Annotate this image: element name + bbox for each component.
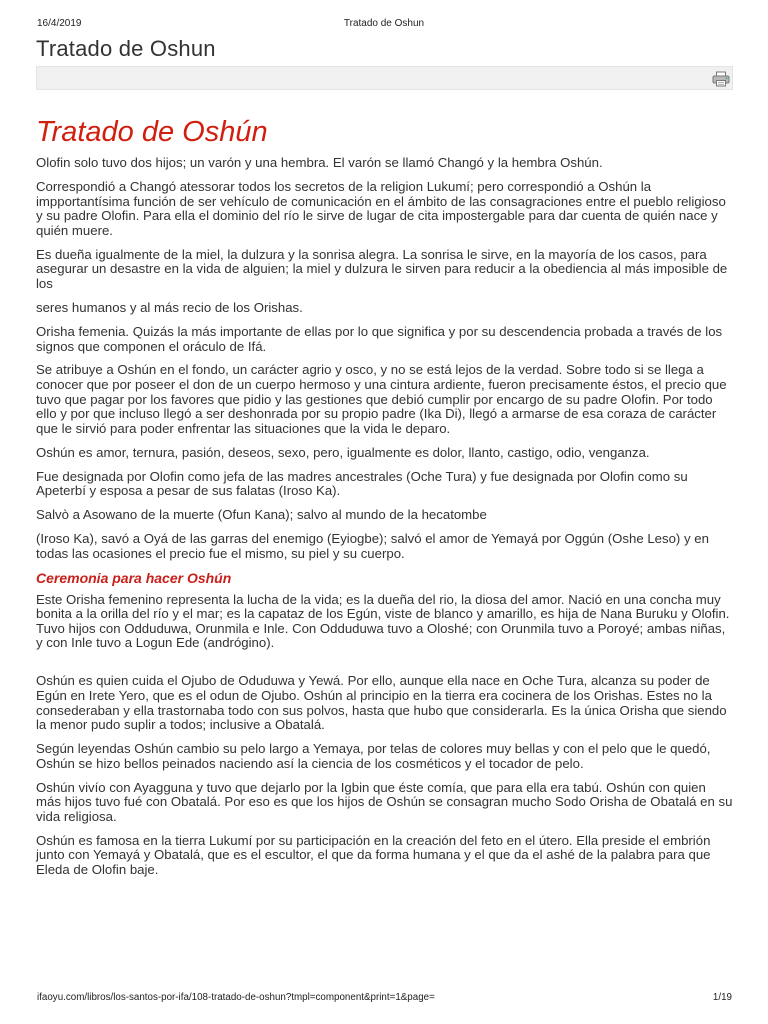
- page-number: 1/19: [712, 992, 732, 1003]
- paragraph: Este Orisha femenino representa la lucha de la vida; es la dueña del rio, la diosa del amor. Nació en una concha muy bonita a la orilla del río y el mar; es la capataz de los Egún, viste de blanco y amarillo, es hija de Nana Buruku y Olofin. Tuvo hijos con Odduduwa, Orunmila e Inle. Con Odduduwa tuvo a Oloshé; con Orunmila tuvo a Poroyé; ambas niñas, y con Inle tuvo a Logun Ede (andrógino).: [36, 591, 730, 651]
- print-doc-title: Tratado de Oshun: [343, 18, 425, 29]
- paragraph: Fue designada por Olofin como jefa de las madres ancestrales (Oche Tura) y fue designada por Olofin como su Apeterbí y esposa a pesar de sus falatas (Iroso Ka).: [36, 468, 688, 499]
- spacer: [36, 660, 734, 674]
- article-title: Tratado de Oshún: [36, 116, 268, 148]
- paragraph: Olofin solo tuvo dos hijos; un varón y una hembra. El varón se llamó Changó y la hembra Oshún.: [36, 155, 603, 170]
- article-body: [36, 156, 734, 887]
- paragraph: Correspondió a Changó atessorar todos los secretos de la religion Lukumí; pero correspondió a Oshún la impportantísima función de ser vehículo de comunicación en el ámbito de las consagraciones entre el pueblo religioso y su padre Olofin. Para ella el dominio del río le sirve de lugar de cita impostergable para dar cuenta de quién nace y quién muere.: [36, 178, 726, 238]
- paragraph: Oshún vivío con Ayagguna y tuvo que dejarlo por la Igbin que éste comía, que para ella era tabú. Oshún con quien más hijos tuvo fué con Obatalá. Por eso es que los hijos de Oshún se consagran mucho Sodo Orisha de Obatalá en su vida religiosa.: [36, 779, 733, 824]
- toolbar-bar: [36, 66, 733, 90]
- paragraph: seres humanos y al más recio de los Orishas.: [36, 299, 303, 315]
- paragraph: (Iroso Ka), savó a Oyá de las garras del enemigo (Eyiogbe); salvó el amor de Yemayá por Oggún (Oshe Leso) y en todas las ocasiones el precio fue el mismo, su piel y su cuerpo.: [36, 531, 709, 561]
- paragraph: Según leyendas Oshún cambio su pelo largo a Yemaya, por telas de colores muy bellas y con el pelo que le quedó, Oshún se hizo bellos peinados naciendo así la ciencia de los cosméticos y el tocador de pelo.: [36, 741, 711, 771]
- section-heading: Ceremonia para hacer Oshún: [36, 569, 232, 586]
- paragraph: Oshún es famosa en la tierra Lukumí por su participación en la creación del feto en el útero. Ella preside el embrión junto con Yemayá y Obatalá, que es el escultor, el que da forma humana y el que da el ashé de la palabra para que Eleda de Olofin baje.: [36, 832, 711, 878]
- footer-url: ifaoyu.com/libros/los-santos-por-ifa/108-tratado-de-oshun?tmpl=component&print=1&page=: [37, 992, 435, 1003]
- paragraph: Orisha femenia. Quizás la más importante de ellas por lo que significa y por su descendencia probada a través de los signos que componen el oráculo de Ifá.: [36, 323, 723, 354]
- paragraph: Es dueña igualmente de la miel, la dulzura y la sonrisa alegra. La sonrisa le sirve, en la mayoría de los casos, para asegurar un desastre en la vida de alguien; la miel y dulzura le sirven para reducir a la obediencia al más imposible de los: [36, 246, 728, 291]
- paragraph: Oshún es amor, ternura, pasión, deseos, sexo, pero, igualmente es dolor, llanto, castigo, odio, venganza.: [36, 444, 650, 460]
- paragraph: Salvò a Asowano de la muerte (Ofun Kana); salvo al mundo de la hecatombe: [36, 507, 487, 523]
- print-date: 16/4/2019: [37, 18, 82, 29]
- paragraph: Se atribuye a Oshún en el fondo, un carácter agrio y osco, y no se está lejos de la verdad. Sobre todo si se llega a conocer que por poseer el don de un cuerpo hermoso y una cintura ardiente, fueron precisamente éstos, el precio que tuvo que pagar por los favores que pidio y las gestiones que debió cumplir por encargo de su padre Olofin. Por todo ello y por que incluso llegó a ser deshonrada por su propio padre (Ika Di), llegó a armarse de esa coraza de carácter que le sirvió para poder enfrentar las situaciones que la vida le deparo.: [36, 362, 727, 436]
- paragraph: Oshún es quien cuida el Ojubo de Oduduwa y Yewá. Por ello, aunque ella nace en Oche Tura, alcanza su poder de Egún en Irete Yero, que es el odun de Ojubo. Oshún al principio en la tierra era cocinera de los Orishas. Estes no la consederaban y ella trastornaba todo con sus polvos, hasta que hubo que considerarla. Es la única Orisha que siendo la menor pudo suplir a todos; inclusive a Obatalá.: [36, 673, 727, 733]
- printer-icon[interactable]: [712, 71, 730, 87]
- site-title: Tratado de Oshun: [36, 36, 216, 61]
